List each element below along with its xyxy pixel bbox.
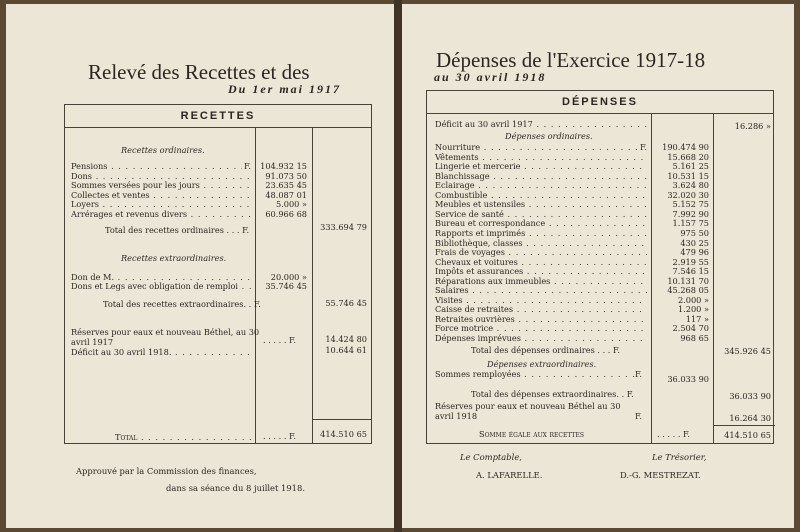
total-value: 414.510 65 bbox=[724, 430, 771, 440]
row-value: 975 50 bbox=[680, 227, 709, 238]
total-label: Total . . . bbox=[115, 432, 251, 442]
row-label: Lingerie et mercerie . . . bbox=[435, 161, 647, 171]
column-divider bbox=[651, 113, 652, 443]
row-label: Nourriture F. . . . bbox=[435, 142, 647, 152]
deficit-label: Déficit au 30 avril 1918. . . . bbox=[71, 347, 251, 357]
recettes-header: RECETTES bbox=[65, 105, 371, 128]
row-label: Sommes versées pour les jours . . . bbox=[71, 180, 251, 190]
total-f: . . . . . F. bbox=[263, 431, 297, 441]
row-label: Caisse de retraites . . . bbox=[435, 304, 647, 314]
extra-f: F. bbox=[635, 369, 643, 379]
row-label: Impôts et assurances . . . bbox=[435, 266, 647, 276]
row-label: Combustible . . . bbox=[435, 190, 647, 200]
extra-label: Sommes remployées . . . bbox=[435, 369, 635, 379]
row-value: 10.131 70 bbox=[667, 275, 709, 286]
row-value: 968 65 bbox=[680, 333, 709, 343]
row-value: 20.000 » bbox=[270, 272, 307, 282]
right-title: Dépenses de l'Exercice 1917-18 bbox=[436, 48, 706, 72]
left-page bbox=[6, 4, 394, 528]
total-f: . . . . . F. bbox=[657, 429, 691, 439]
row-value: 15.668 20 bbox=[667, 151, 709, 162]
row-label: Dons . . . bbox=[71, 171, 251, 181]
row-value: 1.200 » bbox=[677, 304, 709, 315]
row-label: Bureau et correspondance . . . bbox=[435, 218, 647, 228]
tresorier-name: D.-G. MESTREZAT. bbox=[620, 470, 701, 480]
left-subtitle: Du 1er mai 1917 bbox=[228, 82, 342, 96]
row-value: 5.161 25 bbox=[672, 161, 709, 172]
ordinary-total-value: 345.926 45 bbox=[724, 346, 771, 356]
deficit-value: 10.644 61 bbox=[325, 345, 367, 355]
reserve-label-2: avril 1917 bbox=[71, 337, 114, 347]
row-label: Loyers . . . bbox=[71, 199, 251, 209]
row-label: Frais de voyages . . . bbox=[435, 247, 647, 257]
row-label: Salaires . . . bbox=[435, 285, 647, 295]
comptable-name: A. LAFARELLE. bbox=[476, 470, 543, 480]
row-value: 104.932 15 bbox=[260, 161, 307, 171]
row-value: 2.919 55 bbox=[672, 256, 709, 267]
extra-heading: Dépenses extraordinaires. bbox=[487, 359, 597, 369]
row-value: 479 96 bbox=[680, 247, 709, 258]
ordinary-heading: Recettes ordinaires. bbox=[121, 145, 205, 155]
reserve-label: Réserves pour eaux et nouveau Béthel, au 30 bbox=[71, 327, 260, 337]
reserve-value: 14.424 80 bbox=[325, 334, 367, 344]
total-rule bbox=[713, 425, 775, 426]
reserve-value: 16.264 30 bbox=[729, 413, 771, 423]
extra-total-value: 55.746 45 bbox=[325, 298, 367, 308]
total-value: 414.510 65 bbox=[320, 429, 367, 439]
comptable-title: Le Comptable, bbox=[460, 452, 522, 462]
row-label: Blanchissage . . . bbox=[435, 171, 647, 181]
ordinary-total-value: 333.694 79 bbox=[320, 222, 367, 232]
row-label: Collectes et ventes . . . bbox=[71, 190, 251, 200]
row-label: Pensions F. . . . bbox=[71, 161, 251, 171]
row-value: 430 25 bbox=[680, 237, 709, 248]
row-label: Service de santé . . . bbox=[435, 209, 647, 219]
row-value: 10.531 15 bbox=[667, 170, 709, 181]
row-value: 7.546 15 bbox=[672, 266, 709, 277]
column-divider bbox=[713, 113, 714, 443]
reserve-f: F. bbox=[635, 411, 643, 421]
row-label: Bibliothèque, classes . . . bbox=[435, 238, 647, 248]
ordinary-total-label: Total des dépenses ordinaires . . . F. bbox=[471, 345, 620, 355]
deficit-value: 16.286 » bbox=[734, 121, 771, 131]
row-label: Rapports et imprimés . . . bbox=[435, 228, 647, 238]
depenses-table bbox=[426, 90, 774, 444]
row-value: 5.000 » bbox=[275, 199, 307, 209]
row-value: 1.157 75 bbox=[672, 218, 709, 229]
recettes-table bbox=[64, 104, 372, 444]
row-label: Dons et Legs avec obligation de remploi . . . bbox=[71, 281, 251, 291]
approval-line-2: dans sa séance du 8 juillet 1918. bbox=[166, 483, 306, 493]
book-spine bbox=[394, 0, 402, 532]
row-label: Arrérages et revenus divers . . . bbox=[71, 209, 251, 219]
right-subtitle: au 30 avril 1918 bbox=[434, 70, 547, 84]
extra-value: 36.033 90 bbox=[667, 374, 709, 384]
extra-heading: Recettes extraordinaires. bbox=[121, 253, 227, 263]
extra-total-label: Total des recettes extraordinaires. . F. bbox=[103, 299, 261, 309]
approval-line-1: Approuvé par la Commission des finances, bbox=[76, 466, 257, 476]
total-label: Somme égale aux recettes bbox=[479, 429, 585, 439]
row-value: 190.474 90 bbox=[662, 142, 709, 152]
reserve-label-2: avril 1918 bbox=[435, 411, 478, 421]
row-label: Vêtements . . . bbox=[435, 152, 647, 162]
reserve-label: Réserves pour eaux et nouveau Béthel au 30 bbox=[435, 401, 621, 411]
row-label: Meubles et ustensiles . . . bbox=[435, 199, 647, 209]
row-label: Dépenses imprévues . . . bbox=[435, 333, 647, 343]
row-value: 35.746 45 bbox=[265, 281, 307, 291]
row-value: 7.992 90 bbox=[672, 208, 709, 219]
row-value: 2.000 » bbox=[677, 294, 709, 305]
column-divider bbox=[312, 127, 313, 443]
ordinary-total-label: Total des recettes ordinaires . . . F. bbox=[105, 225, 250, 235]
row-label: Force motrice . . . bbox=[435, 323, 647, 333]
total-rule bbox=[312, 419, 372, 420]
row-value: 23.635 45 bbox=[265, 180, 307, 190]
row-label: Eclairage . . . bbox=[435, 180, 647, 190]
ordinary-heading: Dépenses ordinaires. bbox=[505, 131, 593, 141]
tresorier-title: Le Trésorier, bbox=[652, 452, 707, 462]
row-label: Visites . . . bbox=[435, 295, 647, 305]
row-value: 91.073 50 bbox=[265, 170, 307, 181]
row-value: 2.504 70 bbox=[672, 323, 709, 334]
right-page bbox=[402, 4, 794, 528]
extra-total-value: 36.033 90 bbox=[729, 391, 771, 401]
row-value: 117 » bbox=[685, 313, 709, 324]
row-value: 45.268 05 bbox=[667, 285, 709, 296]
row-value: 3.624 80 bbox=[672, 180, 709, 191]
column-divider bbox=[255, 127, 256, 443]
reserve-f: . . . . . F. bbox=[263, 335, 297, 345]
row-label: Don de M. . . . bbox=[71, 272, 251, 282]
row-label: Chevaux et voitures . . . bbox=[435, 257, 647, 267]
row-value: 60.966 68 bbox=[265, 208, 307, 219]
extra-total-label: Total des dépenses extraordinaires. . F. bbox=[471, 389, 634, 399]
row-value: 5.152 75 bbox=[672, 199, 709, 210]
deficit-label: Déficit au 30 avril 1917 . . . bbox=[435, 119, 647, 129]
row-value: 32.020 30 bbox=[667, 189, 709, 200]
row-label: Réparations aux immeubles . . . bbox=[435, 276, 647, 286]
row-value: 48.087 01 bbox=[265, 189, 307, 200]
left-title: Relevé des Recettes et des bbox=[88, 60, 310, 84]
row-label: Retraites ouvrières . . . bbox=[435, 314, 647, 324]
depenses-header: DÉPENSES bbox=[427, 91, 773, 114]
